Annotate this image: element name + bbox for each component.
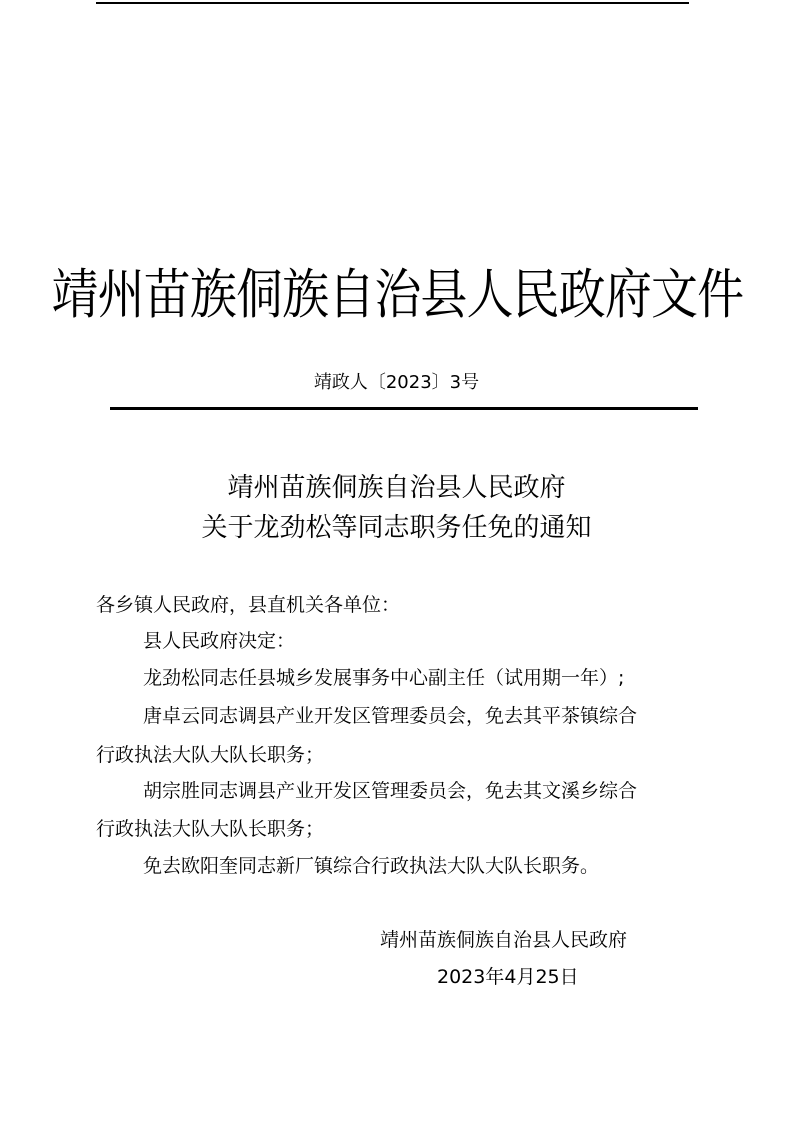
signature-date: 2023年4月25日: [437, 966, 579, 988]
body-line: 行政执法大队大队长职务；: [96, 744, 325, 766]
notice-title-line-1: 靖州苗族侗族自治县人民政府: [227, 473, 566, 503]
body-line: 唐卓云同志调县产业开发区管理委员会，免去其平茶镇综合: [143, 705, 638, 727]
issuer-title: 靖州苗族侗族自治县人民政府文件: [51, 263, 744, 326]
body-line: 免去欧阳奎同志新厂镇综合行政执法大队大队长职务。: [143, 855, 600, 877]
body-line: 行政执法大队大队长职务；: [96, 818, 325, 840]
notice-title-line-2: 关于龙劲松等同志职务任免的通知: [201, 513, 592, 543]
document-number: 靖政人〔2023〕3号: [313, 372, 480, 393]
body-line: 胡宗胜同志调县产业开发区管理委员会，免去其文溪乡综合: [143, 780, 638, 802]
signature-issuer: 靖州苗族侗族自治县人民政府: [380, 929, 628, 951]
separator-rule: [110, 407, 698, 410]
salutation: 各乡镇人民政府，县直机关各单位：: [96, 594, 401, 616]
top-rule: [96, 2, 689, 4]
body-line: 龙劲松同志任县城乡发展事务中心副主任（试用期一年）;: [143, 667, 625, 689]
body-line: 县人民政府决定：: [143, 630, 296, 652]
